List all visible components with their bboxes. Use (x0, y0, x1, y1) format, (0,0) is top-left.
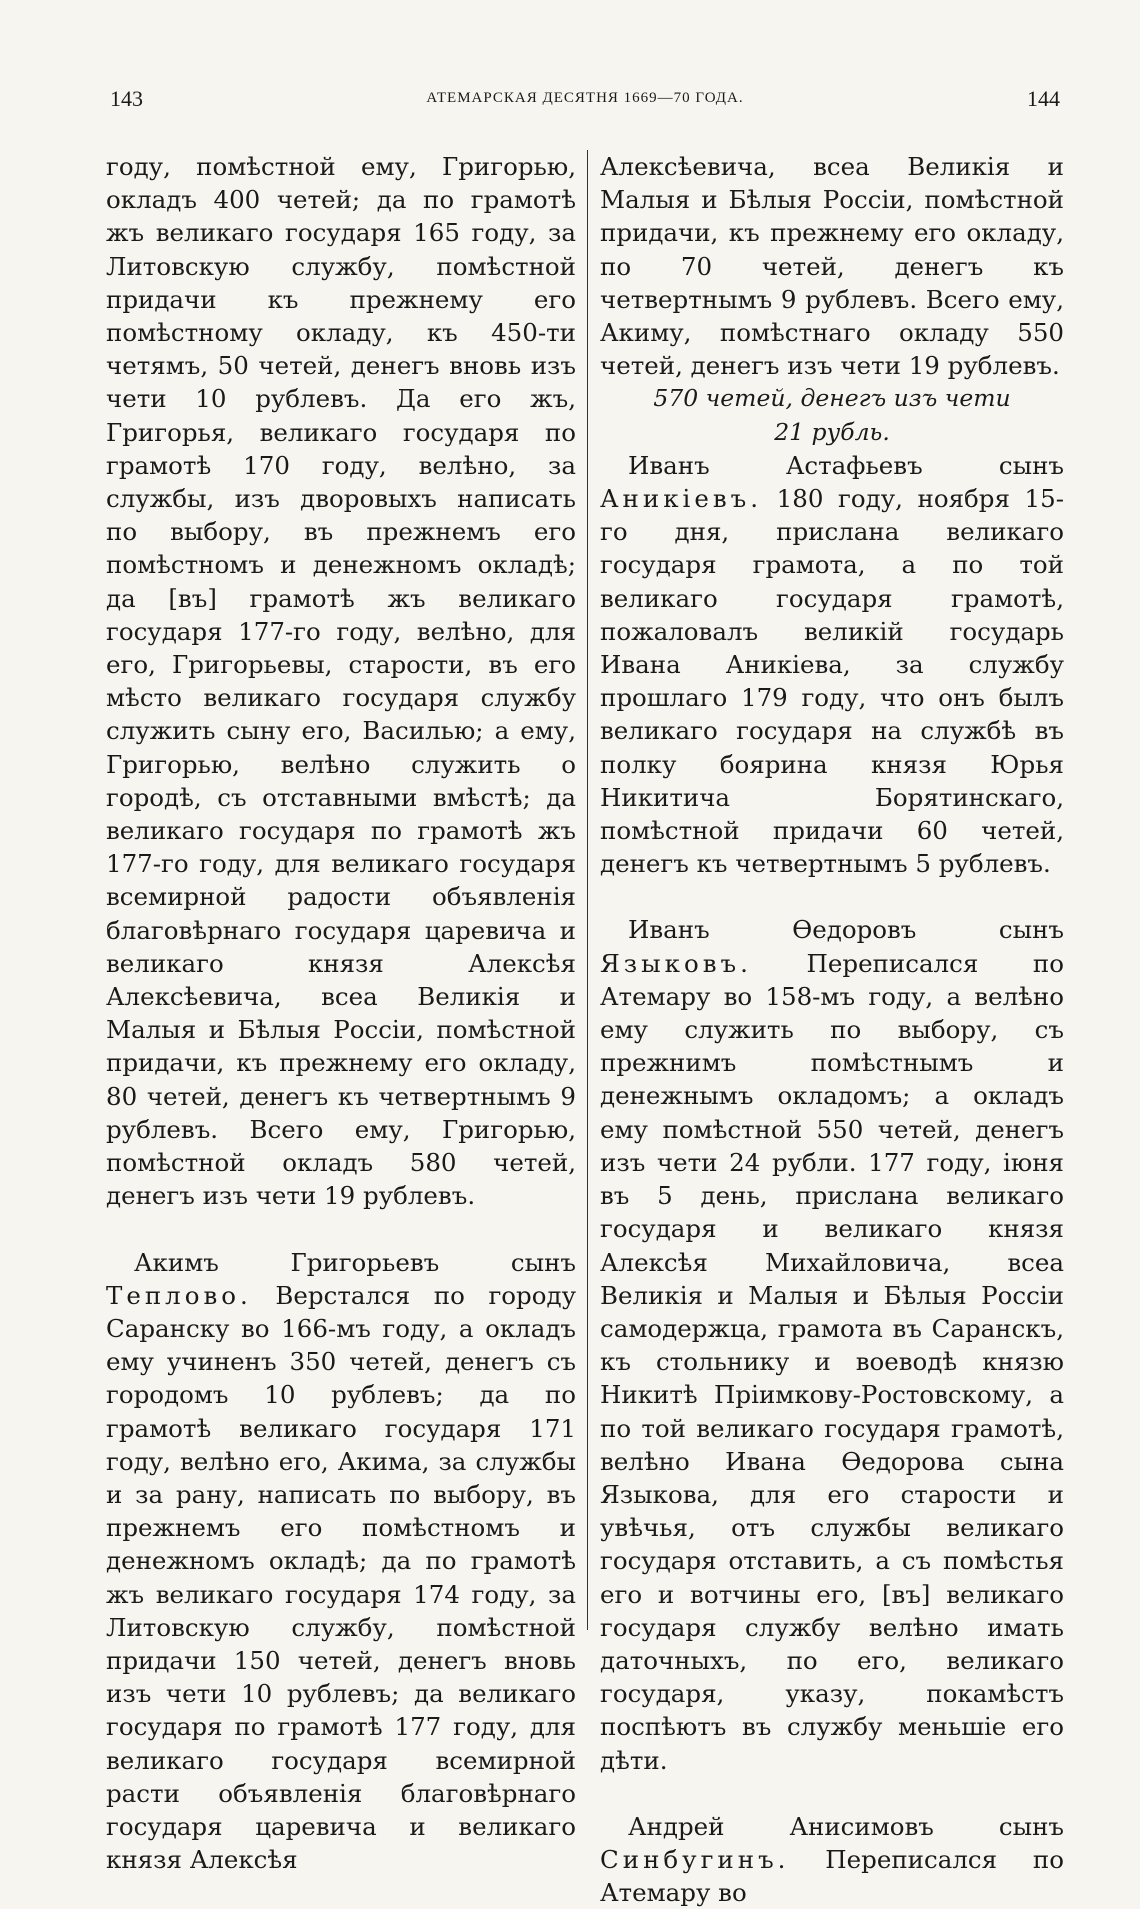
paragraph-text: Переписался по Атемару во 158-мъ году, а велѣно ему служить по выбору, съ прежнимъ помѣстнымъ и денежнымъ окладомъ; а окладъ ему помѣстной 550 четей, денегъ изъ чети 24 рубли. 177 году, іюня въ 5 день, прислана великаго государя и великаго князя Алексѣя Михайловича, всеа Великія и Малыя и Бѣлыя Россіи самодержца, грамота въ Саранскъ, къ стольнику и воеводѣ князю Никитѣ Пріимкову-Ростовскому, а по той великаго государя грамотѣ, велѣно Ивана Ѳедорова сына Языкова, для его старости и увѣчья, отъ службы великаго государя отставить, а съ помѣстья его и вотчины его, [въ] великаго государя службу велѣно имать даточныхъ, по его, великаго государя, указу, покамѣстъ поспѣютъ въ службу меньшіе его дѣти. (600, 948, 1064, 1775)
column-divider (587, 150, 588, 1630)
right-page-number: 144 (1027, 86, 1060, 111)
paragraph-akim-teplovo (106, 1246, 576, 1877)
person-surname: Синбугинъ. (600, 1844, 790, 1874)
right-column (600, 150, 1064, 1909)
person-surname: Теплово. (106, 1280, 252, 1310)
person-name: Андрей Анисимовъ сынъ (628, 1811, 1064, 1841)
left-column (106, 150, 576, 1876)
paragraph-ivan-yazykov (600, 913, 1064, 1776)
person-surname: Языковъ. (600, 948, 752, 978)
page-header (110, 86, 1060, 120)
running-title: АТЕМАРСКАЯ ДЕСЯТНЯ 1669—70 ГОДА. (426, 90, 744, 106)
subtotal-line-2: 21 рубль. (774, 417, 890, 446)
paragraph-grigory-continued: году, помѣстной ему, Григорью, окладъ 400 четей; да по грамотѣ жъ великаго государя 165 году, за Литовскую службу, помѣстной придачи къ прежнему его помѣстному окладу, къ 450-ти четямъ, 50 четей, денегъ вновь изъ чети 10 рублевъ. Да его жъ, Григорья, великаго государя по грамотѣ 170 году, велѣно, за службы, изъ дворовыхъ написать по выбору, въ прежнемъ его помѣстномъ и денежномъ окладѣ; да [въ] грамотѣ жъ великаго государя 177-го году, велѣно, для его, Григорьевы, старости, въ его мѣсто великаго государя службу служить сыну его, Василью; а ему, Григорью, велѣно служить о городѣ, съ отставными вмѣстѣ; да великаго государя по грамотѣ жъ 177-го году, для великаго государя всемирной радости объявленія благовѣрнаго государя царевича и великаго князя Алексѣя Алексѣевича, всеа Великія и Малыя и Бѣлыя Россіи, помѣстной придачи, къ прежнему его окладу, 80 четей, денегъ къ четвертнымъ 9 рублевъ. Всего ему, Григорью, помѣстной окладъ 580 четей, денегъ изъ чети 19 рублевъ. (106, 152, 576, 1211)
person-surname: Аникіевъ. (600, 484, 763, 514)
subtotal-line-1: 570 четей, денегъ изъ чети (653, 384, 1011, 413)
paragraph-text: Переписался по Атемару во (600, 1844, 1064, 1908)
person-name: Иванъ Астафьевъ сынъ (628, 450, 1064, 480)
person-name: Иванъ Ѳедоровъ сынъ (628, 915, 1064, 945)
subtotal-heading (600, 382, 1064, 448)
person-name: Акимъ Григорьевъ сынъ (134, 1247, 576, 1277)
paragraph-ivan-anikiev (600, 449, 1064, 881)
paragraph-akim-continued: Алексѣевича, всеа Великія и Малыя и Бѣлыя Россіи, помѣстной придачи, къ прежнему его окладу, по 70 четей, денегъ къ четвертнымъ 9 рублевъ. Всего ему, Акиму, помѣстнаго окладу 550 четей, денегъ изъ чети 19 рублевъ. (600, 152, 1064, 381)
paragraph-text: Верстался по городу Саранску во 166-мъ году, а окладъ ему учиненъ 350 четей, денегъ съ городомъ 10 рублевъ; да по грамотѣ великаго государя 171 году, велѣно его, Акима, за службы и за рану, написать по выбору, въ прежнемъ его помѣстномъ и денежномъ окладѣ; да по грамотѣ жъ великаго государя 174 году, за Литовскую службу, помѣстной придачи 150 четей, денегъ вновь изъ чети 10 рублевъ; да великаго государя по грамотѣ 177 году, для великаго государя всемирной расти объявленія благовѣрнаго государя царевича и великаго князя Алексѣя (106, 1280, 576, 1875)
paragraph-andrey-sinbugin (600, 1810, 1064, 1909)
left-page-number: 143 (110, 86, 143, 111)
paragraph-text: 180 году, ноября 15-го дня, прислана великаго государя грамота, а по той великаго государя грамотѣ, пожаловалъ великій государь Ивана Аникіева, за службу прошлаго 179 году, что онъ былъ великаго государя на службѣ въ полку боярина князя Юрья Никитича Борятинскаго, помѣстной придачи 60 четей, денегъ къ четвертнымъ 5 рублевъ. (600, 484, 1064, 879)
